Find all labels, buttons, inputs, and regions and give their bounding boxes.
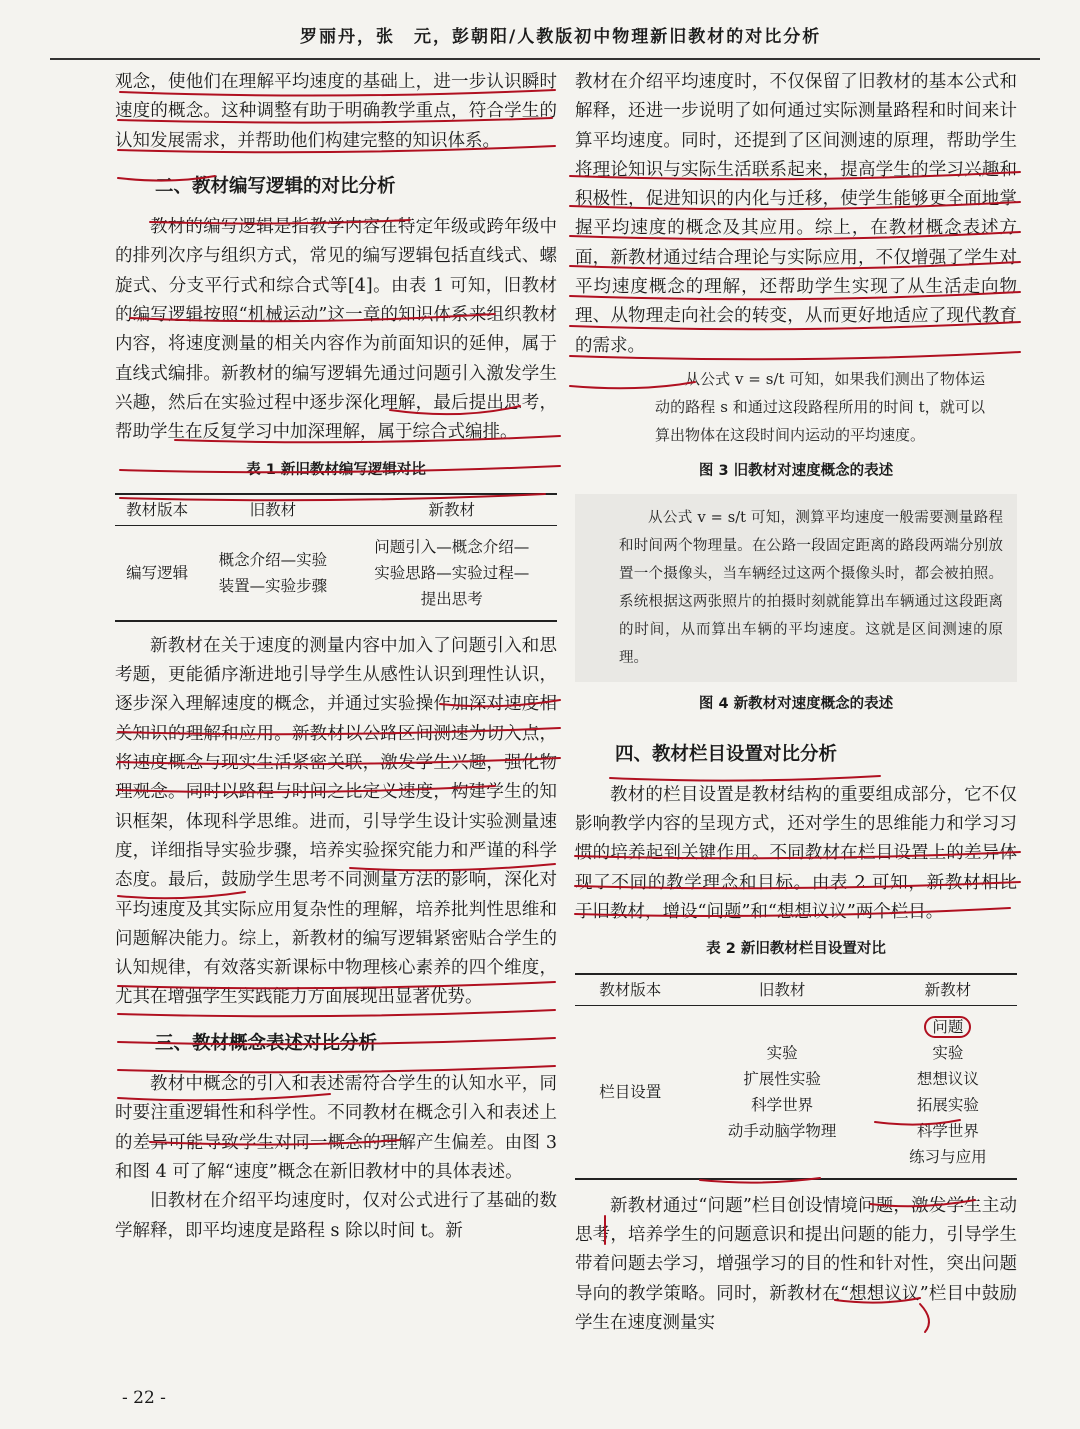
table-1	[115, 493, 557, 622]
table-2-old-item: 科学世界	[751, 1095, 814, 1114]
left-paragraph-3: 新教材在关于速度的测量内容中加入了问题引入和思考题，更能循序渐进地引导学生从感性认识到理性认识，逐步深入理解速度的概念，并通过实验操作加深对速度相关知识的理解和应用。新教材以公路区间测速为切入点，将速度概念与现实生活紧密关联，激发学生兴趣，强化物理观念。同时以路程与时间之比定义速度，构建学生的知识框架，体现科学思维。进而，引导学生设计实验测量速度，详细指导实验步骤，培养实验探究能力和严谨的科学态度。最后，鼓励学生思考不同测量方法的影响，深化对平均速度及其实际应用复杂性的理解，培养批判性思维和问题解决能力。综上，新教材的编写逻辑紧密贴合学生的认知规律，有效落实新课标中物理核心素养的四个维度，尤其在增强学生实践能力方面展现出显著优势。	[115, 635, 557, 1008]
table-2-row-label: 栏目设置	[575, 1005, 686, 1179]
table-1-new-cell	[347, 525, 557, 621]
figure-3-caption: 图 3 旧教材对速度概念的表述	[698, 462, 894, 479]
page-number: - 22 -	[122, 1388, 166, 1408]
table-2-new-item: 拓展实验	[916, 1095, 979, 1114]
table-2-new-item: 练习与应用	[909, 1147, 987, 1166]
left-paragraph-1: 观念，使他们在理解平均速度的基础上，进一步认识瞬时速度的概念。这种调整有助于明确教学重点，符合学生的认知发展需求，并帮助他们构建完整的知识体系。	[115, 72, 557, 151]
table-2-new-item: 科学世界	[916, 1121, 979, 1140]
left-paragraph-4: 教材中概念的引入和表述需符合学生的认知水平，同时要注重逻辑性和科学性。不同教材在概念引入和表述上的差异可能导致学生对同一概念的理解产生偏差。由图 3 和图 4 可了解“速度”概念在新旧教材中的具体表述。	[115, 1074, 557, 1182]
table-1-new-line: 提出思考	[420, 589, 483, 608]
table-1-caption: 表 1 新旧教材编写逻辑对比	[246, 461, 426, 478]
table-1-old-line: 概念介绍—实验	[218, 550, 328, 569]
right-column	[575, 68, 1017, 1338]
table-1-header: 新教材	[347, 494, 557, 526]
table-2-header: 新教材	[879, 974, 1017, 1006]
section-heading-2: 二、教材编写逻辑的对比分析	[155, 175, 396, 197]
figure-3-text: 从公式 v = s/t 可知，如果我们测出了物体运动的路程 s 和通过这段路程所用的时间 t，就可以算出物体在这段时间内运动的平均速度。	[655, 369, 985, 444]
section-heading-3: 三、教材概念表述对比分析	[155, 1032, 378, 1054]
right-paragraph-3: 新教材通过“问题”栏目创设情境问题，激发学生主动思考，培养学生的问题意识和提出问题的能力，引导学生带着问题去学习，增强学习的目的性和针对性，突出问题导向的教学策略。同时，新教材在“想想议议”栏目中鼓励学生在速度测量实	[575, 1195, 1017, 1333]
table-1-old-line: 装置—实验步骤	[218, 576, 328, 595]
header-rule	[50, 58, 1040, 60]
table-2-old-item: 动手动脑学物理	[727, 1121, 837, 1140]
section-heading-4: 四、教材栏目设置对比分析	[615, 743, 838, 765]
table-1-row-label: 编写逻辑	[115, 525, 199, 621]
table-2-new-item: 问题	[924, 1016, 971, 1038]
table-2-old-item: 扩展性实验	[743, 1069, 821, 1088]
table-2-old-cell	[686, 1005, 879, 1179]
table-1-header: 旧教材	[199, 494, 346, 526]
table-2	[575, 973, 1017, 1180]
table-2-header: 旧教材	[686, 974, 879, 1006]
table-2-header: 教材版本	[575, 974, 686, 1006]
table-2-old-item: 实验	[766, 1043, 798, 1062]
left-paragraph-5: 旧教材在介绍平均速度时，仅对公式进行了基础的数学解释，即平均速度是路程 s 除以时间 t。新	[115, 1191, 557, 1241]
figure-3-excerpt	[575, 365, 1017, 449]
table-2-caption: 表 2 新旧教材栏目设置对比	[706, 941, 886, 958]
table-2-new-item: 想想议议	[916, 1069, 979, 1088]
right-paragraph-1: 教材在介绍平均速度时，不仅保留了旧教材的基本公式和解释，还进一步说明了如何通过实际测量路程和时间来计算平均速度。同时，还提到了区间测速的原理，帮助学生将理论知识与实际生活联系起来，提高学生的学习兴趣和积极性，促进知识的内化与迁移，使学生能够更全面地掌握平均速度的概念及其应用。综上，在教材概念表述方面，新教材通过结合理论与实际应用，不仅增强了学生对平均速度概念的理解，还帮助学生实现了从生活走向物理、从物理走向社会的转变，从而更好地适应了现代教育的需求。	[575, 72, 1017, 356]
right-paragraph-2: 教材的栏目设置是教材结构的重要组成部分，它不仅影响教学内容的呈现方式，还对学生的思维能力和学习习惯的培养起到关键作用。不同教材在栏目设置上的差异体现了不同的教学理念和目标。由表 2 可知，新教材相比于旧教材，增设“问题”和“想想议议”两个栏目。	[575, 784, 1017, 923]
table-1-new-line: 问题引入—概念介绍—	[374, 537, 530, 556]
table-1-old-cell	[199, 525, 346, 621]
table-1-new-line: 实验思路—实验过程—	[374, 563, 530, 582]
left-paragraph-2: 教材的编写逻辑是指教学内容在特定年级或跨年级中的排列次序与组织方式，常见的编写逻辑包括直线式、螺旋式、分支平行式和综合式等[4]。由表 1 可知，旧教材的编写逻辑按照“机械运动”这一章的知识体系来组织教材内容，将速度测量的相关内容作为前面知识的延伸，属于直线式编排。新教材的编写逻辑先通过问题引入激发学生兴趣，然后在实验过程中逐步深化理解，最后提出思考，帮助学生在反复学习中加深理解，属于综合式编排。	[115, 217, 557, 443]
left-column	[115, 68, 557, 1246]
running-header: 罗丽丹，张 元，彭朝阳/人教版初中物理新旧教材的对比分析	[300, 27, 822, 47]
table-1-header: 教材版本	[115, 494, 199, 526]
figure-4-text: 从公式 v = s/t 可知，测算平均速度一般需要测量路程和时间两个物理量。在公路一段固定距离的路段两端分别放置一个摄像头，当车辆经过这两个摄像头时，都会被拍照。系统根据这两张照片的拍摄时刻就能算出车辆通过这段距离的时间，从而算出车辆的平均速度。这就是区间测速的原理。	[619, 510, 1003, 667]
table-2-new-cell	[879, 1005, 1017, 1179]
figure-4-excerpt	[575, 494, 1017, 682]
figure-4-caption: 图 4 新教材对速度概念的表述	[698, 696, 894, 713]
table-2-new-item: 实验	[932, 1043, 964, 1062]
